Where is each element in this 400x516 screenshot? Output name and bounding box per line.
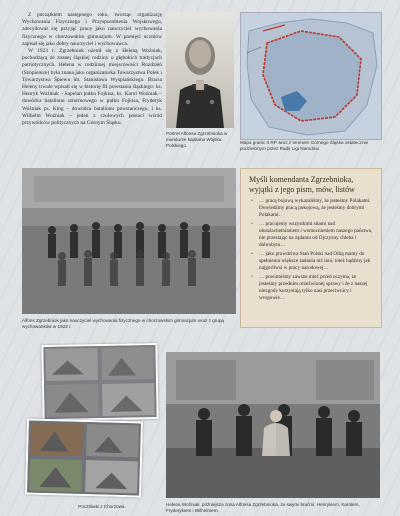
quote-item: • … pracą bojową wykazaliśmy, że jesteśmy Polakami. Dowiedźmy pracą pokojową, że jesteśmy dobrymi Polakami. — [259, 198, 373, 219]
postcard-image-2 — [27, 421, 141, 496]
portrait-image — [166, 12, 234, 128]
quote-item: • … jako prawdziwa Stań Polski nad Odrą mamy do spełnienia większe zadania niż inni, toteż bądźmy jak najgorliwsi w pracy narodowej… — [259, 251, 373, 272]
postcard-2 — [25, 418, 143, 497]
intro-paragraph-2: W 1923 r. Zgrzebniok ożenił się z Heleną Woźniak, pochodzącą ze znanej śląskiej rodziny o głębokich tradycjach patriotycznych. Helena w rodzinnej miejscowości Rozdzień (Szopienice) była znana jako organizatorka Towarzystwa Polek i Towarzystwa Śpiewu im. Stanisława Wyspiańskiego. Bracia Heleny trwale wpisali się w historię III powstania śląskiego: ks. Henryk Woźniak – kapelan pułku Fojkisa, ks. Karol Woźniak – dowódca batalionu szturmowego w pułku Fojkisa, Fryderyk Woźniak ps. King – dowódca batalionu powstańczego, i ks. Wilhelm Woźniak – jeden z czołowych postaci wśród przywódców politycznych na Górnym Śląsku. — [22, 48, 162, 127]
quotes-box — [240, 168, 382, 328]
map-image — [240, 12, 382, 140]
poland-border-map — [241, 13, 381, 139]
quotes-list — [241, 198, 381, 302]
students-group-image — [22, 168, 236, 314]
quotes-title: Myśli komendanta Zgrzebnioka, wyjątki z jego pism, mów, listów — [249, 175, 355, 194]
intro-paragraph-1: Z początkiem następnego roku, tworząc organizację Wychowania Fizycznego i Przysposobienia Wojskowego, zdecydował się przyjąć pracę jako nauczyciel wychowania fizycznego w chorzowskim gimnazjum. W pamięci uczniów zapisał się jako dobry nauczyciel i wychowawca. — [22, 12, 162, 47]
postcards-caption: Pocztówki z Chorzowa. — [78, 504, 126, 509]
intro-text — [22, 12, 162, 127]
students-caption: Alfons Zgrzebniok jako nauczyciel wychowania fizycznego w chorzowskim gimnazjum wraz z grupą wychowanków w 1923 r. — [22, 318, 224, 329]
postcard-1 — [41, 343, 158, 421]
quote-item: • … pracujemy wszystkimi siłami nad ułuszlachetnianiem i wzmocnieniem naszego państwa, nie przestając na żądaniu od Ojczyzny chleba i dobrobytu… — [259, 221, 373, 249]
quote-item: • … powinniśmy zawsze mieć przed oczyma, że jesteśmy przednim orzeźwionej sprawy i że z naszej niezgody korzystają tylko nasi przeciwnicy i wrogowie… — [259, 274, 373, 302]
map-caption: Mapa granic II RP wraz z terenem Górnego Śląska ostatecznie podzielonym przez Radę Ligi Narodów. — [240, 140, 369, 151]
family-group-image — [166, 352, 380, 498]
students-photo — [22, 168, 236, 314]
family-caption: Helena Woźniak, późniejsza żona Alfonsa Zgrzebnioka, ze swymi braćmi: Henrykiem, Karolem, Fryderykiem i Wilhelmem. — [166, 502, 360, 513]
portrait-photo — [166, 12, 234, 128]
family-photo — [166, 352, 380, 498]
postcard-image-1 — [43, 345, 156, 419]
portrait-caption: Portret Alfonsa Zgrzebnioka w mundurze kapitana Wojska Polskiego. — [166, 131, 228, 148]
